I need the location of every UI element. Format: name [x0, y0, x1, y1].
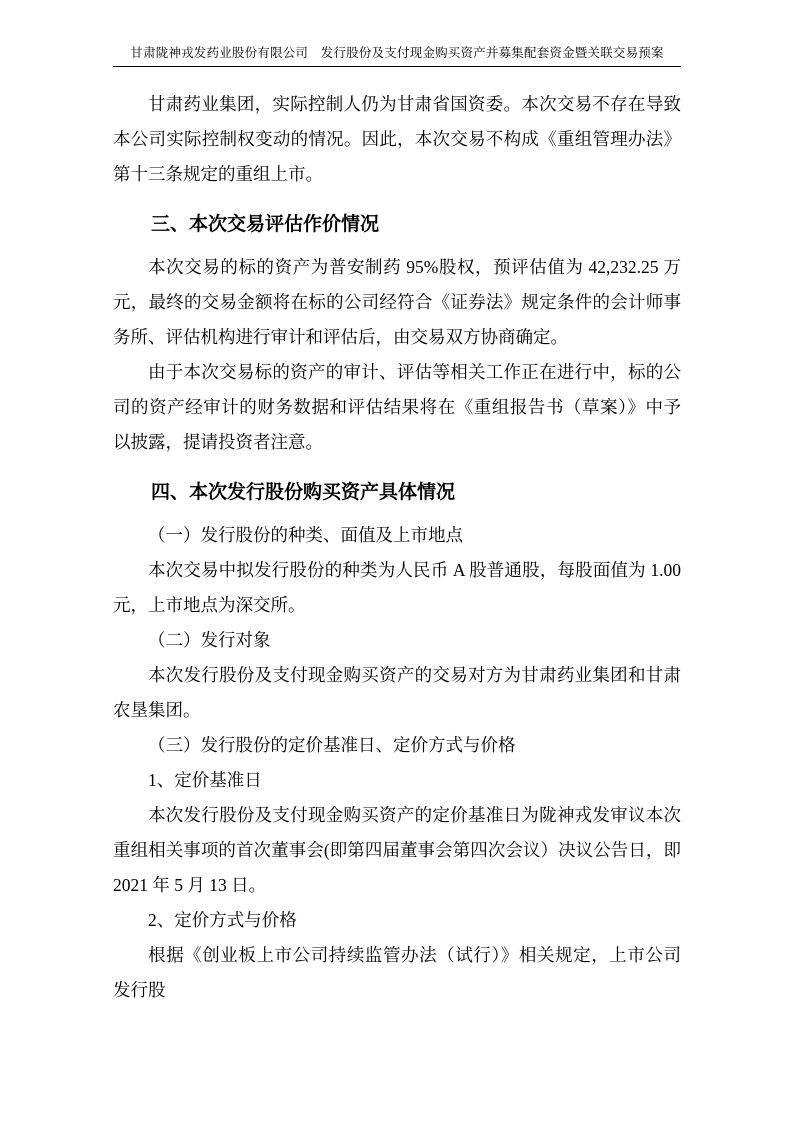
- subsection-2-title: （二）发行对象: [148, 630, 271, 650]
- section-heading-3: 三、本次交易评估作价情况: [151, 214, 380, 235]
- page-content: [113, 44, 681, 1008]
- paragraph-12: 根据《创业板上市公司持续监管办法（试行）》相关规定，上市公司发行股: [113, 945, 681, 1000]
- subsection-1-title: （一）发行股份的种类、面值及上市地点: [148, 525, 463, 545]
- header-divider: [113, 66, 681, 67]
- paragraph-10: 本次发行股份及支付现金购买资产的定价基准日为陇神戎发审议本次重组相关事项的首次董事会(即第四届董事会第四次会议）决议公告日，即 2021 年 5 月 13 日。: [113, 805, 681, 895]
- section-heading-4: 四、本次发行股份购买资产具体情况: [151, 482, 456, 503]
- page-header-text: 甘肃陇神戎发药业股份有限公司 发行股份及支付现金购买资产并募集配套资金暨关联交易预案: [130, 46, 664, 60]
- item-2-title: 2、定价方式与价格: [148, 910, 297, 930]
- paragraph-3: 由于本次交易标的资产的审计、评估等相关工作正在进行中，标的公司的资产经审计的财务数据和评估结果将在《重组报告书（草案）》中予以披露，提请投资者注意。: [113, 362, 681, 452]
- document-body: [113, 87, 681, 1008]
- paragraph-7: 本次发行股份及支付现金购买资产的交易对方为甘肃药业集团和甘肃农垦集团。: [113, 665, 681, 720]
- paragraph-5: 本次交易中拟发行股份的种类为人民币 A 股普通股，每股面值为 1.00 元，上市地点为深交所。: [113, 560, 681, 615]
- item-1-title: 1、定价基准日: [148, 770, 262, 790]
- paragraph-2: 本次交易的标的资产为普安制药 95%股权，预评估值为 42,232.25 万元，最终的交易金额将在标的公司经符合《证券法》规定条件的会计师事务所、评估机构进行审计和评估后，由交易双方协商确定。: [113, 257, 681, 347]
- subsection-3-title: （三）发行股份的定价基准日、定价方式与价格: [148, 735, 516, 755]
- paragraph-1: 甘肃药业集团，实际控制人仍为甘肃省国资委。本次交易不存在导致本公司实际控制权变动的情况。因此，本次交易不构成《重组管理办法》第十三条规定的重组上市。: [113, 94, 681, 184]
